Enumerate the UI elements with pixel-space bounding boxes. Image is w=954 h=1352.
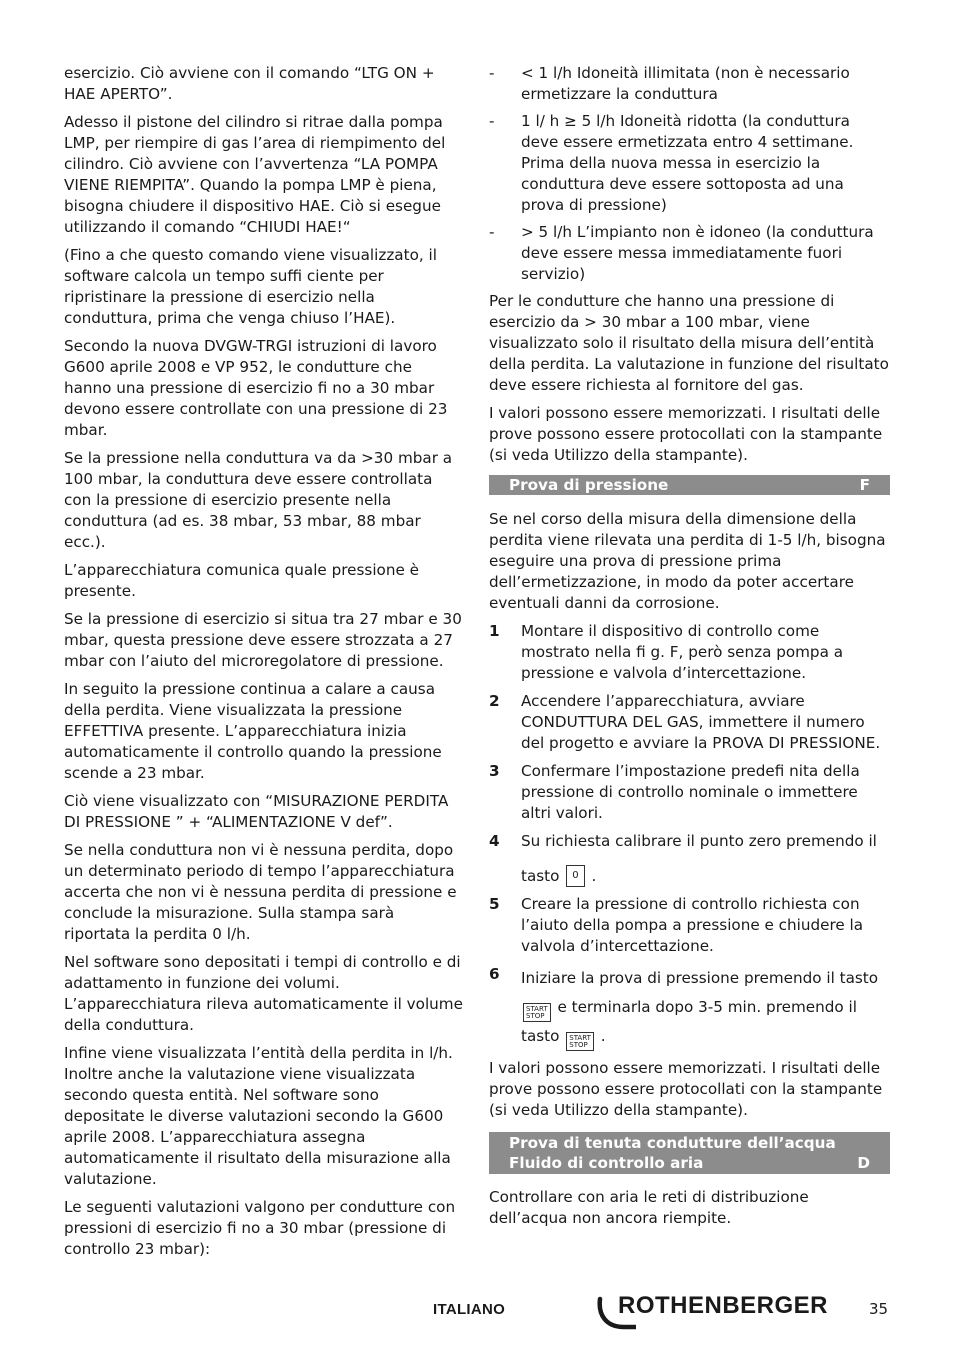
paragraph: I valori possono essere memorizzati. I risultati delle prove possono essere protocollati con la stampante (si veda Utilizzo della stampante).: [489, 1059, 883, 1119]
list-bullet: -: [489, 112, 495, 130]
paragraph: L’apparecchiatura comunica quale pressione è presente.: [64, 561, 419, 600]
step-text-part: .: [591, 867, 597, 885]
step-text: [521, 964, 890, 1051]
list-item-text: 1 l/ h ≥ 5 l/h Idoneità ridotta (la conduttura deve essere ermetizzata entro 4 settimane. Prima della nuova messa in esercizio la conduttura deve essere sottoposta ad una prova di pressione): [521, 112, 854, 214]
start-stop-key-icon: START STOP: [523, 1003, 551, 1022]
list-item-text: < 1 l/h Idoneità illimitata (non è necessario ermetizzare la conduttura: [521, 64, 850, 103]
paragraph: Nel software sono depositati i tempi di controllo e di adattamento in funzione dei volumi. L’apparecchiatura rileva automaticamente il volume della conduttura.: [64, 953, 463, 1034]
step-text: Creare la pressione di controllo richiesta con l’aiuto della pompa a pressione e chiudere la valvola d’intercettazione.: [521, 895, 864, 955]
list-item-text: > 5 l/h L’impianto non è idoneo (la conduttura deve essere messa immediatamente fuori servizio): [521, 223, 874, 283]
page-number: 35: [869, 1300, 889, 1318]
step-number: 2: [489, 692, 500, 710]
list-bullet: -: [489, 223, 495, 241]
step-item: [489, 964, 890, 1051]
paragraph: Per le condutture che hanno una pressione di esercizio da > 30 mbar a 100 mbar, viene visualizzato solo il risultato della misura dell’entità della perdita. La valutazione in funzione del risultato deve essere richiesta al fornitore del gas.: [489, 292, 889, 394]
list-item: [489, 63, 890, 105]
step-item: [489, 691, 890, 754]
step-text-part: e terminarla dopo 3-5 min. premendo il tasto: [521, 998, 857, 1045]
step-text: Accendere l’apparecchiatura, avviare CONDUTTURA DEL GAS, immettere il numero del progetto e avviare la PROVA DI PRESSIONE.: [521, 692, 881, 752]
footer-language: ITALIANO: [433, 1301, 506, 1318]
paragraph: Controllare con aria le reti di distribuzione dell’acqua non ancora riempite.: [489, 1188, 809, 1227]
step-text-part: Su richiesta calibrare il punto zero premendo il tasto: [521, 832, 877, 885]
step-item: [489, 621, 890, 684]
paragraph: Se la pressione nella conduttura va da >30 mbar a 100 mbar, la conduttura deve essere controllata con la pressione di esercizio presente nella conduttura (ad es. 38 mbar, 53 mbar, 88 mbar ecc.).: [64, 449, 453, 551]
step-number: 4: [489, 832, 500, 850]
logo-wordmark: ROTHENBERGER: [618, 1292, 829, 1319]
step-number: 5: [489, 895, 500, 913]
paragraph: esercizio. Ciò avviene con il comando “LTG ON + HAE APERTO”.: [64, 64, 435, 103]
section-title: Prova di pressione: [509, 476, 669, 494]
figure-letter: F: [859, 476, 870, 494]
list-item: [489, 222, 890, 285]
step-text: Montare il dispositivo di controllo come mostrato nella fi g. F, però senza pompa a pressione e valvola d’intercettazione.: [521, 622, 844, 682]
zero-key-icon: 0: [566, 865, 584, 887]
figure-letter: D: [857, 1154, 870, 1172]
paragraph: I valori possono essere memorizzati. I risultati delle prove possono essere protocollati con la stampante (si veda Utilizzo della stampante).: [489, 404, 883, 464]
rothenberger-logo: [596, 1293, 836, 1333]
paragraph: Adesso il pistone del cilindro si ritrae dalla pompa LMP, per riempire di gas l’area di riempimento del cilindro. Ciò avviene con l’avvertenza “LA POMPA VIENE RIEMPITA”. Quando la pompa LMP è piena, bisogna chiudere il dispositivo HAE. Ciò si esegue utilizzando il comando “CHIUDI HAE!“: [64, 113, 446, 236]
paragraph: Se nella conduttura non vi è nessuna perdita, dopo un determinato periodo di tempo l’apparecchiatura accerta che non vi è nessuna perdita di pressione e conclude la misurazione. Sulla stampa sarà riportata la perdita 0 l/h.: [64, 841, 457, 943]
step-text: Confermare l’impostazione predefi nita della pressione di controllo nominale o immettere altri valori.: [521, 762, 860, 822]
paragraph: Se nel corso della misura della dimensione della perdita viene rilevata una perdita di 1-5 l/h, bisogna eseguire una prova di pressione prima dell’ermetizzazione, in modo da poter accertare eventuali danni da corrosione.: [489, 510, 886, 612]
section-title: Prova di tenuta condutture dell’acqua Fluido di controllo aria: [509, 1134, 836, 1172]
step-text: [521, 831, 890, 887]
step-item: [489, 761, 890, 824]
paragraph: Le seguenti valutazioni valgono per condutture con pressioni di esercizio fi no a 30 mbar (pressione di controllo 23 mbar):: [64, 1198, 456, 1258]
list-item: [489, 111, 890, 216]
step-number: 1: [489, 622, 500, 640]
paragraph: Secondo la nuova DVGW-TRGI istruzioni di lavoro G600 aprile 2008 e VP 952, le condutture che hanno una pressione di esercizio fi no a 30 mbar devono essere controllate con una pressione di 23 mbar.: [64, 337, 448, 439]
paragraph: (Fino a che questo comando viene visualizzato, il software calcola un tempo suffi ciente per ripristinare la pressione di esercizio nella conduttura, prima che venga chiuso l’HAE).: [64, 246, 437, 327]
paragraph: Infine viene visualizzata l’entità della perdita in l/h. Inoltre anche la valutazione viene visualizzata secondo questa entità. Nel software sono depositate le diverse valutazioni secondo la G600 aprile 2008. L’apparecchiatura assegna automaticamente il risultato della misurazione alla valutazione.: [64, 1044, 453, 1188]
step-number: 3: [489, 762, 500, 780]
step-item: [489, 831, 890, 887]
right-column: [489, 63, 890, 1236]
paragraph: In seguito la pressione continua a calare a causa della perdita. Viene visualizzata la pressione EFFETTIVA presente. L’apparecchiatura inizia automaticamente il controllo quando la pressione scende a 23 mbar.: [64, 680, 442, 782]
step-item: [489, 894, 890, 957]
left-column: [64, 63, 464, 1267]
start-stop-key-icon: START STOP: [566, 1032, 594, 1051]
list-bullet: -: [489, 64, 495, 82]
step-text-part: Iniziare la prova di pressione premendo il tasto: [521, 969, 879, 987]
step-number: 6: [489, 965, 500, 983]
section-header-water-leak-test: [489, 1132, 890, 1174]
paragraph: Ciò viene visualizzato con “MISURAZIONE PERDITA DI PRESSIONE ” + “ALIMENTAZIONE V def”.: [64, 792, 449, 831]
section-header-pressure-test: [489, 475, 890, 495]
step-text-part: .: [600, 1027, 606, 1045]
paragraph: Se la pressione di esercizio si situa tra 27 mbar e 30 mbar, questa pressione deve essere strozzata a 27 mbar con l’aiuto del microregolatore di pressione.: [64, 610, 462, 670]
